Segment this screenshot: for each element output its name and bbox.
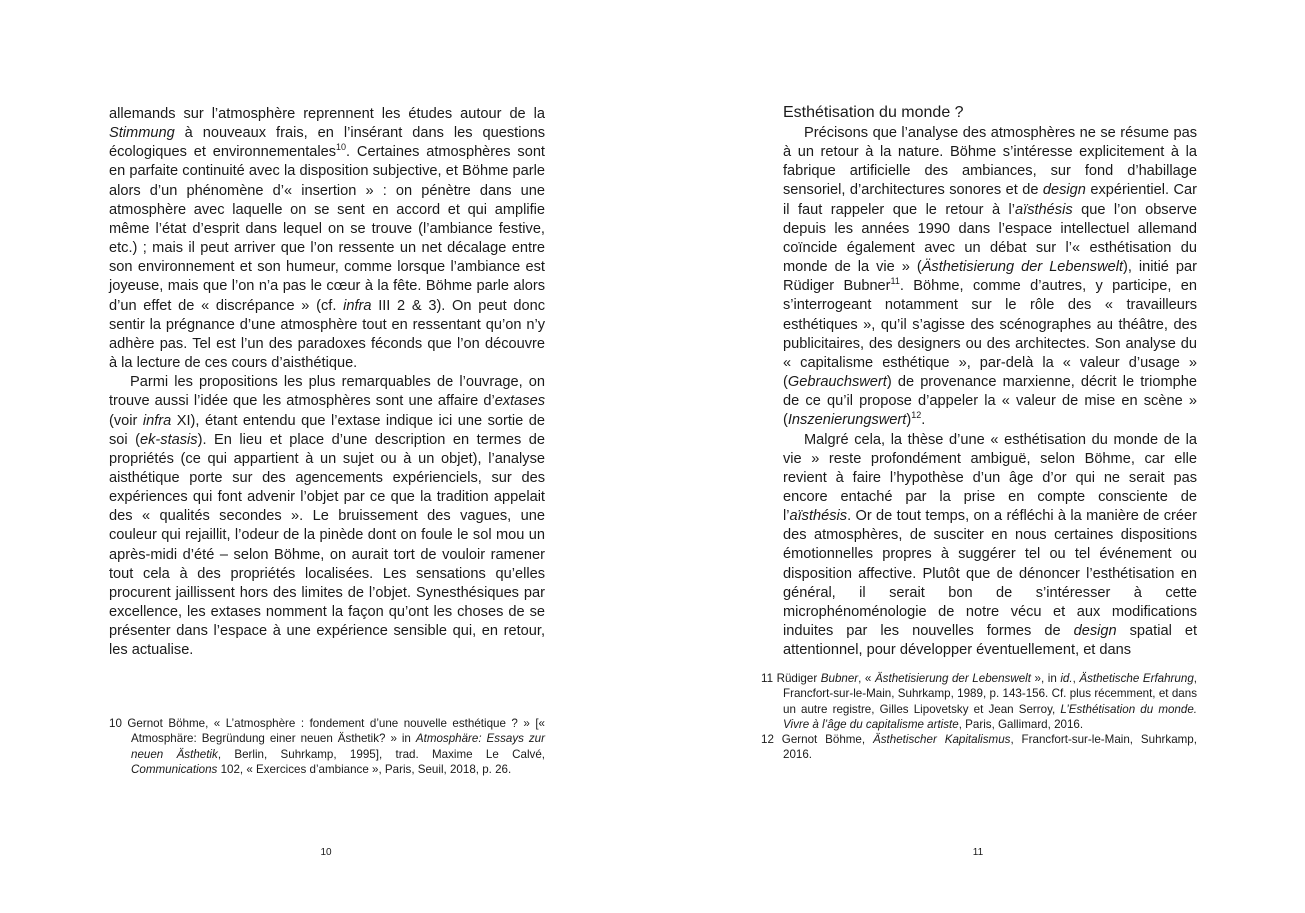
paragraph: allemands sur l’atmosphère reprennent les études autour de la Stimmung à nouveaux frais, en l’insérant dans les questions écologiques et environnementales$^{10}$. Certaines atmosphères sont en parfaite continuité avec la disposition subjective, et Böhme parle alors d’un phénomène d’« insertion » : on pénètre dans une atmosphère avec laquelle on se sent en accord et qui amplifie même l’état d’esprit dans lequel on se trouve (l’ambiance festive, etc.) ; mais il peut arriver que l’on ressente un net décalage entre son environnement et son humeur, comme lorsque l’ambiance est joyeuse, mais que l’on n’a pas le cœur à la fête. Böhme parle alors d’un effet de « discrépance » (cf. infra III 2 & 3). On peut donc sentir la prégnance d’une atmosphère tout en ressentant qu’on n’y adhère pas. Tel est l’un des paradoxes féconds que l’on découvre à la lecture de ces cours d’aisthétique. [109,106,545,372]
footnote-ref: 11 [890,276,900,287]
left-body-text [109,105,545,661]
section-heading: Esthétisation du monde ? [783,104,964,121]
left-footnotes [109,716,545,777]
footnote-ref: 12 [911,410,922,421]
page-number-right: 11 [972,847,984,858]
footnote: 10 Gernot Böhme, « L’atmosphère : fondement d’une nouvelle esthétique ? » [« Atmosphäre: Begründung einer neuen Ästhetik? » in Atmosphäre: Essays zur neuen Ästhetik, Berlin, Suhrkamp, 1995], trad. Maxime Le Calvé, Communications 102, « Exercices d’ambiance », Paris, Seuil, 2018, p. 26. [109,717,546,776]
right-body-text [783,124,1197,660]
footnote: 12 Gernot Böhme, Ästhetischer Kapitalismus, Francfort-sur-le-Main, Suhrkamp, 2016. [761,733,1197,762]
footnote-ref: 10 [336,142,347,153]
right-page [652,0,1305,913]
right-footnotes [761,671,1197,763]
page-number-left: 10 [320,847,332,858]
paragraph: Précisons que l’analyse des atmosphères ne se résume pas à un retour à la nature. Böhme s’intéresse explicitement à la fabrique artificielle des ambiances, sur fond d’habillage sensoriel, d’architectures sonores et de design expérientiel. Car il faut rappeler que le retour à l’aïsthésis que l’on observe depuis les années 1990 dans l’espace intellectuel allemand coïncide également avec un débat sur l’« esthétisation du monde de la vie » (Ästhetisierung der Lebenswelt), initié par Rüdiger Bubner$^{11}$. Böhme, comme d’autres, y participe, en s’interrogeant notamment sur le rôle des « travailleurs esthétiques », qu’il s’agisse des scénographes au théâtre, des publicitaires, des designers ou des architectes. Son analyse du « capitalisme esthétique », par-delà la « valeur d’usage » (Gebrauchswert) de provenance marxienne, décrit le triomphe de ce qu’il propose d’appeler la « valeur de mise en scène » (Inszenierungswert)$^{12}$. [783,125,1197,429]
left-page [0,0,652,913]
paragraph: Parmi les propositions les plus remarquables de l’ouvrage, on trouve aussi l’idée que les atmosphères sont une affaire d’extases (voir infra XI), étant entendu que l’extase indique ici une sortie de soi (ek-stasis). En lieu et place d’une description en termes de propriétés (ce qui appartient à un sujet ou à un objet), l’analyse aisthétique porte sur des agencements expérienciels, sur des expériences qui font advenir l’objet par ce que la tradition appelait des « qualités secondes ». Le bruissement des vagues, une couleur qui rejaillit, l’odeur de la pinède dont on foule le sol mou un après-midi d’été – selon Böhme, on aurait tort de vouloir ramener tout cela à des propriétés localisées. Les sensations qu’elles procurent jaillissent hors des limites de l’objet. Synesthésiques par excellence, les extases nomment la façon qu’ont les choses de se présenter dans l’espace à une expérience sensible qui, en retour, les actualise. [109,374,545,659]
footnote: 11 Rüdiger Bubner, « Ästhetisierung der Lebenswelt », in id., Ästhetische Erfahrung, Francfort-sur-le-Main, Suhrkamp, 1989, p. 143-156. Cf. plus récemment, et dans un autre registre, Gilles Lipovetsky et Jean Serroy, L’Esthétisation du monde. Vivre à l’âge du capitalisme artiste, Paris, Gallimard, 2016. [761,672,1197,731]
paragraph: Malgré cela, la thèse d’une « esthétisation du monde de la vie » reste profondément ambiguë, selon Böhme, car elle revient à faire l’hypothèse d’un âge d’or qui ne serait pas encore entaché par la prise en compte consciente de l’aïsthésis. Or de tout temps, on a réfléchi à la manière de créer des atmosphères, de susciter en nous certaines dispositions émotionnelles propres à suggérer tel ou tel événement ou disposition affective. Plutôt que de dénoncer l’esthétisation en général, il serait bon de s’intéresser à cette microphénoménologie de notre vécu et aux modifications induites par les nouvelles formes de design spatial et attentionnel, pour développer éventuellement, et dans [783,431,1198,659]
